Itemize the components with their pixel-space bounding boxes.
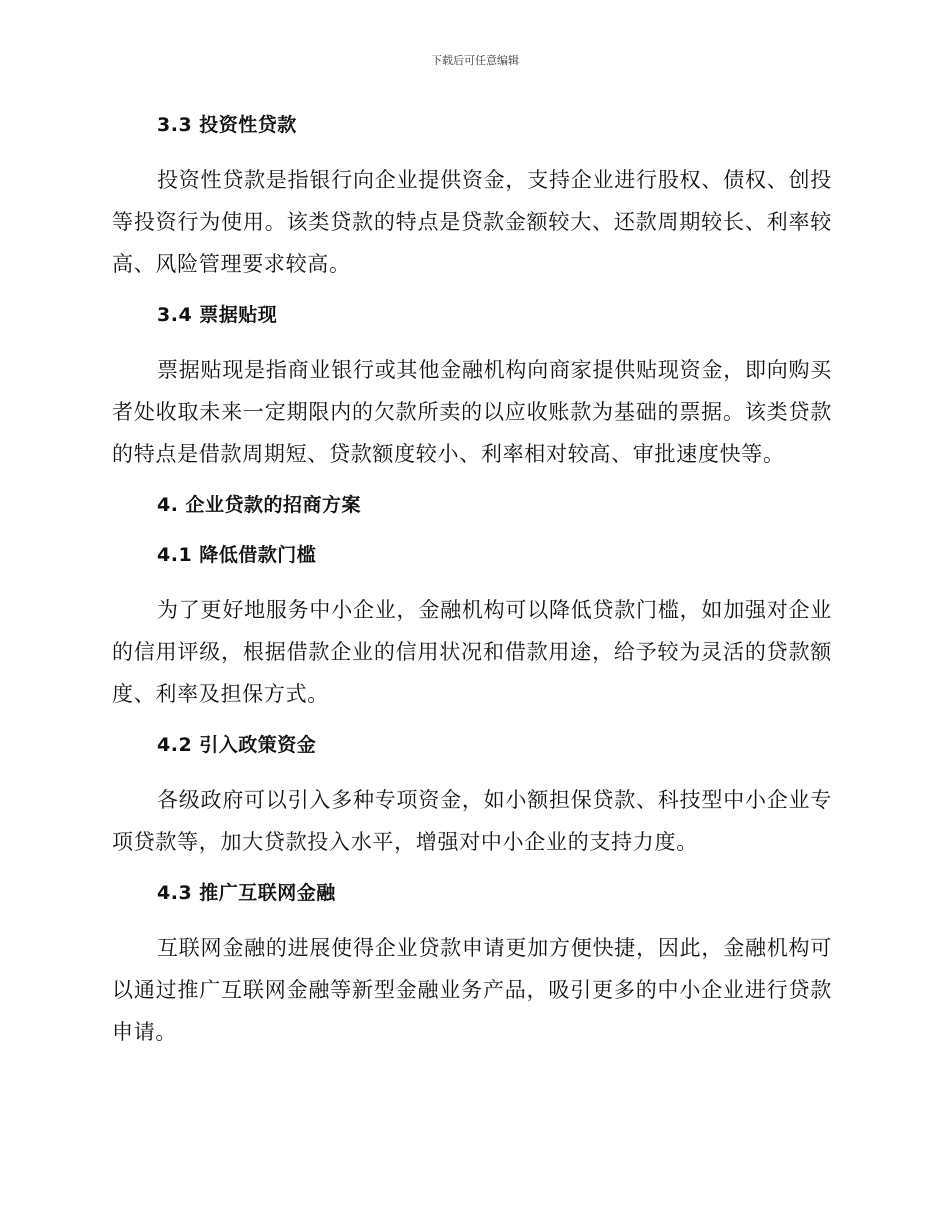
section-heading-4-1: 4.1 降低借款门槛 bbox=[157, 544, 317, 566]
section-heading-4-2: 4.2 引入政策资金 bbox=[157, 734, 317, 756]
section-heading-3-4: 3.4 票据贴现 bbox=[157, 304, 278, 326]
section-heading-4-3: 4.3 推广互联网金融 bbox=[157, 882, 336, 904]
section-paragraph-4-1: 为了更好地服务中小企业，金融机构可以降低贷款门槛，如加强对企业的信用评级，根据借款企业的信用状况和借款用途，给予较为灵活的贷款额度、利率及担保方式。 bbox=[112, 598, 832, 706]
section-paragraph-4-3: 互联网金融的进展使得企业贷款申请更加方便快捷，因此，金融机构可以通过推广互联网金融等新型金融业务产品，吸引更多的中小企业进行贷款申请。 bbox=[112, 936, 832, 1044]
section-heading-4: 4. 企业贷款的招商方案 bbox=[157, 494, 362, 516]
section-heading-3-3: 3.3 投资性贷款 bbox=[157, 114, 297, 136]
section-paragraph-3-3: 投资性贷款是指银行向企业提供资金，支持企业进行股权、债权、创投等投资行为使用。该类贷款的特点是贷款金额较大、还款周期较长、利率较高、风险管理要求较高。 bbox=[112, 168, 832, 276]
page-header: 下载后可任意编辑 bbox=[431, 54, 519, 67]
section-paragraph-4-2: 各级政府可以引入多种专项资金，如小额担保贷款、科技型中小企业专项贷款等，加大贷款投入水平，增强对中小企业的支持力度。 bbox=[112, 788, 832, 854]
document-body bbox=[112, 103, 832, 1053]
section-paragraph-3-4: 票据贴现是指商业银行或其他金融机构向商家提供贴现资金，即向购买者处收取未来一定期限内的欠款所卖的以应收账款为基础的票据。该类贷款的特点是借款周期短、贷款额度较小、利率相对较高、审批速度快等。 bbox=[112, 358, 832, 466]
